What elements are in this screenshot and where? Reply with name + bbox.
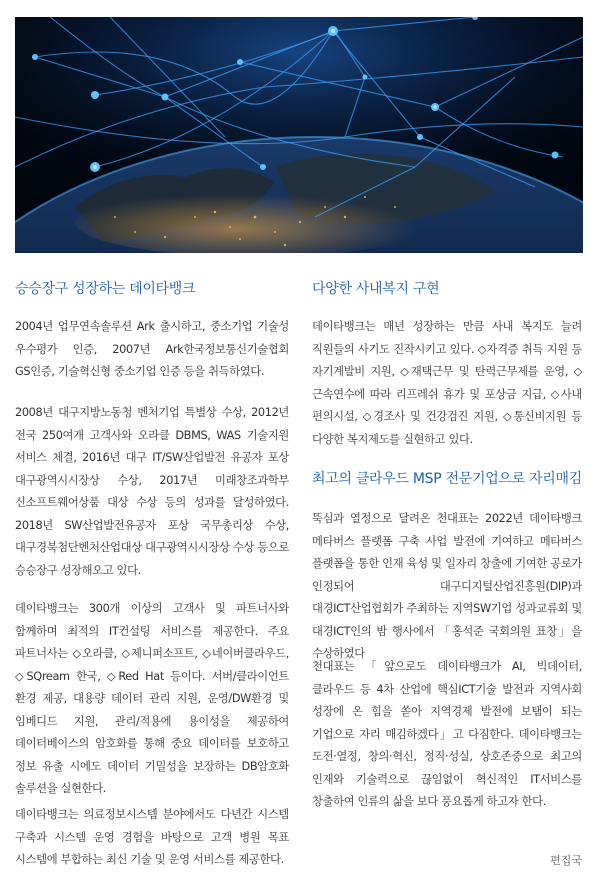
paragraph-awards: 2008년 대구지방노동청 벤처기업 특별상 수상, 2012년 전국 250여개 고객사와 오라클 DBMS, WAS 기술지원 서비스 체결, 2016년 대구 IT/SW산업발전 유공자 포상 대구광역시시장상 수상, 2017년 미래창조과학부 신소프트웨어상품 대상 수상 등의 성과를 달성하였다. 2018년 SW산업발전유공자 포상 국무총리상 수상, 대구경북첨단벤처산업대상 대구광역시시장상 수상 등으로 승승장구 성장해오고 있다. <box>15 406 289 577</box>
hero-globe-network-image <box>15 17 583 253</box>
footer-credit: 편집국 <box>550 854 582 867</box>
paragraph-metaverse-award: 뚝심과 열정으로 달려온 천대표는 2022년 데이타뱅크 메타버스 플랫폼 구축 사업 발전에 기여하고 메타버스 플랫폼을 통한 인재 육성 및 일자리 창출에 기여한 공로가 인정되어 대구디지털산업진흥원(DIP)과 대경ICT산업협회가 주최하는 지역SW기업 성과교류회 및 대경ICT인의 밤 행사에서 「홍석준 국회의원 표창」을 수상하였다 <box>312 512 582 660</box>
globe-network-illustration <box>15 17 583 253</box>
paragraph-ark-history: 2004년 업무연속솔루션 Ark 출시하고, 중소기업 기술성 우수평가 인증, 2007년 Ark한국정보통신기술협회 GS인증, 기술혁신형 중소기업 인증 등을 취득하였다. <box>15 320 289 378</box>
section-heading-growth: 승승장구 성장하는 데이타뱅크 <box>15 281 196 297</box>
paragraph-welfare: 데이타뱅크는 매년 성장하는 만큼 사내 복지도 늘려 직원들의 사기도 진작시키고 있다. ◇자격증 취득 지원 등 자기계발비 지원, ◇재택근무 및 탄력근무제를 운영, ◇근속연수에 따라 리프레쉬 휴가 및 포상금 지급, ◇사내 편의시설, ◇경조사 및 건강검진 지원, ◇통신비지원 등 다양한 복지제도를 실현하고 있다. <box>312 320 582 446</box>
paragraph-ceo-vision: 천대표는 「앞으로도 데이타뱅크가 AI, 빅데이터, 클라우드 등 4차 산업에 핵심ICT기술 발전과 지역사회 성장에 온 힘을 쏟아 지역경제 발전에 보탬이 되는 기업으로 자리 매김하겠다」고 다짐한다. 데이타뱅크는 도전·열정, 창의·혁신, 정직·성실, 상호존중으로 최고의 인재와 기술력으로 끊임없이 혁신적인 IT서비스를 창출하여 인류의 삶을 보다 풍요롭게 하고자 한다. <box>312 660 582 808</box>
paragraph-medical: 데이타뱅크는 의료정보시스템 분야에서도 다년간 시스템 구축과 시스템 운영 경험을 바탕으로 고객 병원 목표 시스템에 부합하는 최신 기술 및 운영 서비스를 제공한다. <box>15 808 289 866</box>
section-heading-cloud-msp: 최고의 클라우드 MSP 전문기업으로 자리매김 <box>312 471 582 487</box>
section-heading-welfare: 다양한 사내복지 구현 <box>312 281 440 297</box>
paragraph-partners: 데이타뱅크는 300개 이상의 고객사 및 파트너사와 함께하며 최적의 IT컨설팅 서비스를 제공한다. 주요 파트너사는 ◇오라클, ◇제니퍼소프트, ◇네이버클라우드, ◇SQream 한국, ◇Red Hat 등이다. 서버/클라이언트 환경 제공, 대용량 데이터 관리 지원, 운영/DW환경 및 임베디드 지원, 관리/적용에 용이성을 제공하여 데이터베이스의 암호화를 통해 중요 데이터를 보호하고 정보 유출 시에도 데이터 기밀성을 보장하는 DB암호화 솔루션을 실현한다. <box>15 602 289 795</box>
